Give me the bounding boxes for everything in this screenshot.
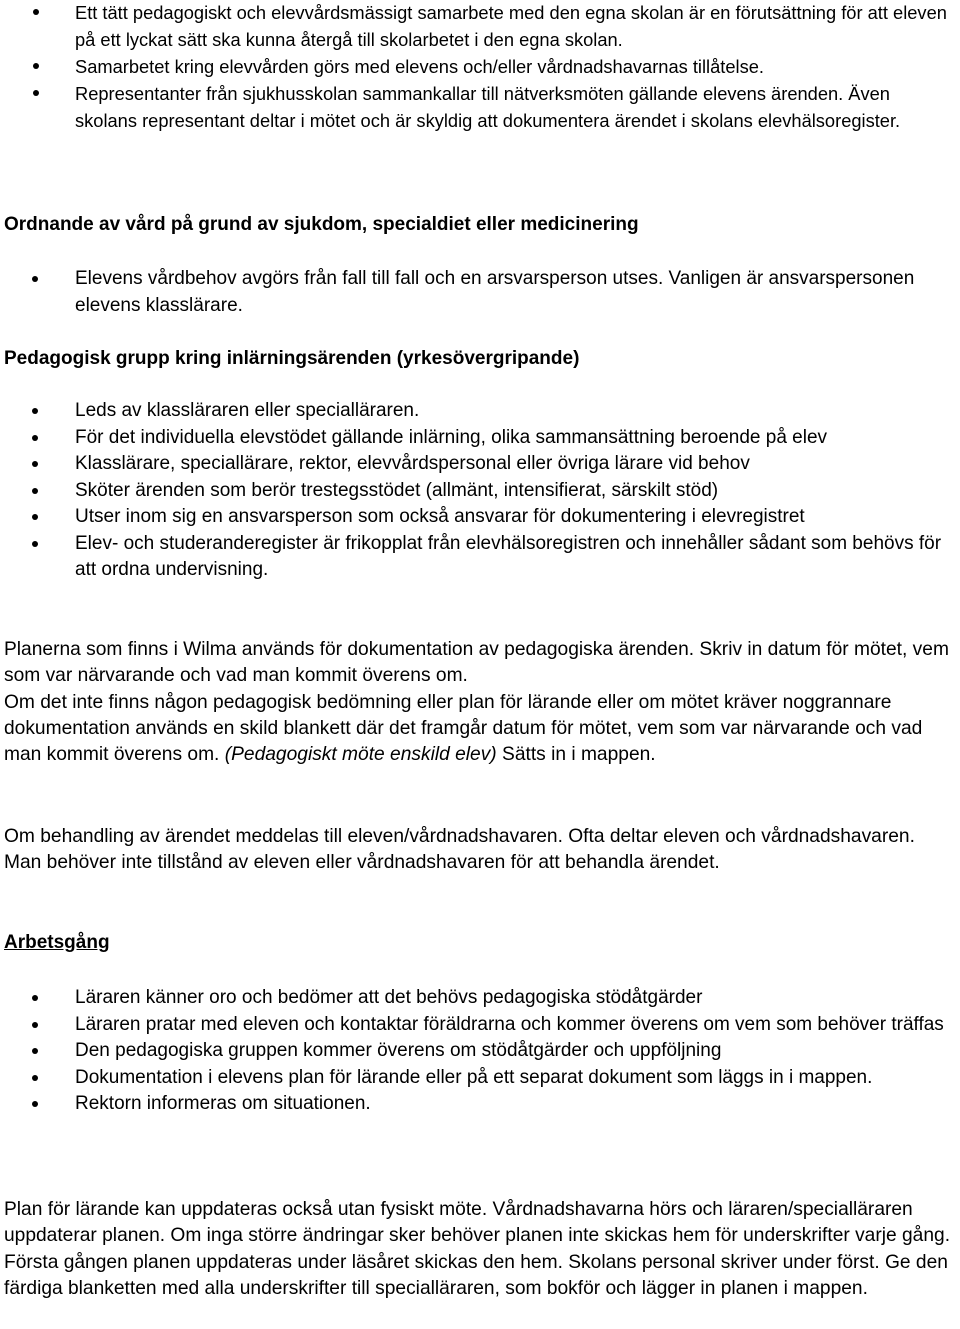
list-item: Samarbetet kring elevvården görs med elevens och/eller vårdnadshavarnas tillåtelse. <box>4 53 954 80</box>
section-heading-group: Pedagogisk grupp kring inlärningsärenden (yrkesövergripande) <box>4 348 580 369</box>
group-bullet-list <box>4 398 954 584</box>
list-item: Utser inom sig en ansvarsperson som också ansvarar för dokumentering i elevregistret <box>4 504 954 531</box>
list-item: Dokumentation i elevens plan för lärande eller på ett separat dokument som läggs in i mappen. <box>4 1065 954 1092</box>
list-item: Leds av klassläraren eller specialläraren. <box>4 398 954 425</box>
wilma-text: Om det inte finns någon pedagogisk bedömning eller plan för lärande eller om mötet kräver noggrannare dokumentation används en skild blankett där det framgår datum för mötet, vem som var närvarande och vad man kommit överens om. <box>4 691 923 766</box>
list-item: Sköter ärenden som berör trestegsstödet (allmänt, intensifierat, särskilt stöd) <box>4 478 954 505</box>
list-item: Den pedagogiska gruppen kommer överens om stödåtgärder och uppföljning <box>4 1038 954 1065</box>
inform-paragraph: Om behandling av ärendet meddelas till eleven/vårdnadshavaren. Ofta deltar eleven och vårdnadshavaren. Man behöver inte tillstånd av eleven eller vårdnadshavaren för att behandla ärendet. <box>4 826 915 874</box>
list-item: Läraren känner oro och bedömer att det behövs pedagogiska stödåtgärder <box>4 985 954 1012</box>
list-item: Läraren pratar med eleven och kontaktar föräldrarna och kommer överens om vem som behöver träffas <box>4 1012 954 1039</box>
list-item: Elevens vårdbehov avgörs från fall till fall och en arsvarsperson utses. Vanligen är ansvarspersonen elevens klasslärare. <box>4 266 954 319</box>
list-item: Rektorn informeras om situationen. <box>4 1091 954 1118</box>
list-item: Elev- och studeranderegister är frikopplat från elevhälsoregistren och innehåller sådant som behövs för att ordna undervisning. <box>4 531 954 584</box>
intro-bullet-list <box>4 0 954 134</box>
list-item: Klasslärare, speciallärare, rektor, elevvårdspersonal eller övriga lärare vid behov <box>4 451 954 478</box>
care-bullet-list <box>4 266 954 319</box>
work-bullet-list <box>4 985 954 1118</box>
wilma-text-end: Sätts in i mappen. <box>496 744 656 766</box>
wilma-paragraph-line1: Planerna som finns i Wilma används för dokumentation av pedagogiska ärenden. Skriv in datum för mötet, vem som var närvarande och vad man kommit överens om. <box>4 639 949 687</box>
list-item: Ett tätt pedagogiskt och elevvårdsmässigt samarbete med den egna skolan är en förutsättning för att eleven på ett lyckat sätt ska kunna återgå till skolarbetet i den egna skolan. <box>4 0 954 53</box>
section-heading-work: Arbetsgång <box>4 932 110 953</box>
form-name-italic: (Pedagogiskt möte enskild elev) <box>224 744 497 766</box>
wilma-paragraph-line2 <box>4 690 954 769</box>
list-item: För det individuella elevstödet gällande inlärning, olika sammansättning beroende på elev <box>4 425 954 452</box>
plan-paragraph: Plan för lärande kan uppdateras också utan fysiskt möte. Vårdnadshavarna hörs och läraren/specialläraren uppdaterar planen. Om inga större ändringar sker behöver planen inte skickas hem för underskrifter varje gång. Första gången planen uppdateras under läsåret skickas den hem. Skolans personal skriver under först. Ge den färdiga blanketten med alla underskrifter till specialläraren, som bokför och lägger in planen i mappen. <box>4 1199 951 1299</box>
list-item: Representanter från sjukhusskolan sammankallar till nätverksmöten gällande elevens ärenden. Även skolans representant deltar i mötet och är skyldig att dokumentera ärendet i skolans elevhälsoregister. <box>4 80 954 134</box>
section-heading-care: Ordnande av vård på grund av sjukdom, specialdiet eller medicinering <box>4 214 639 235</box>
wilma-paragraph <box>4 637 954 768</box>
